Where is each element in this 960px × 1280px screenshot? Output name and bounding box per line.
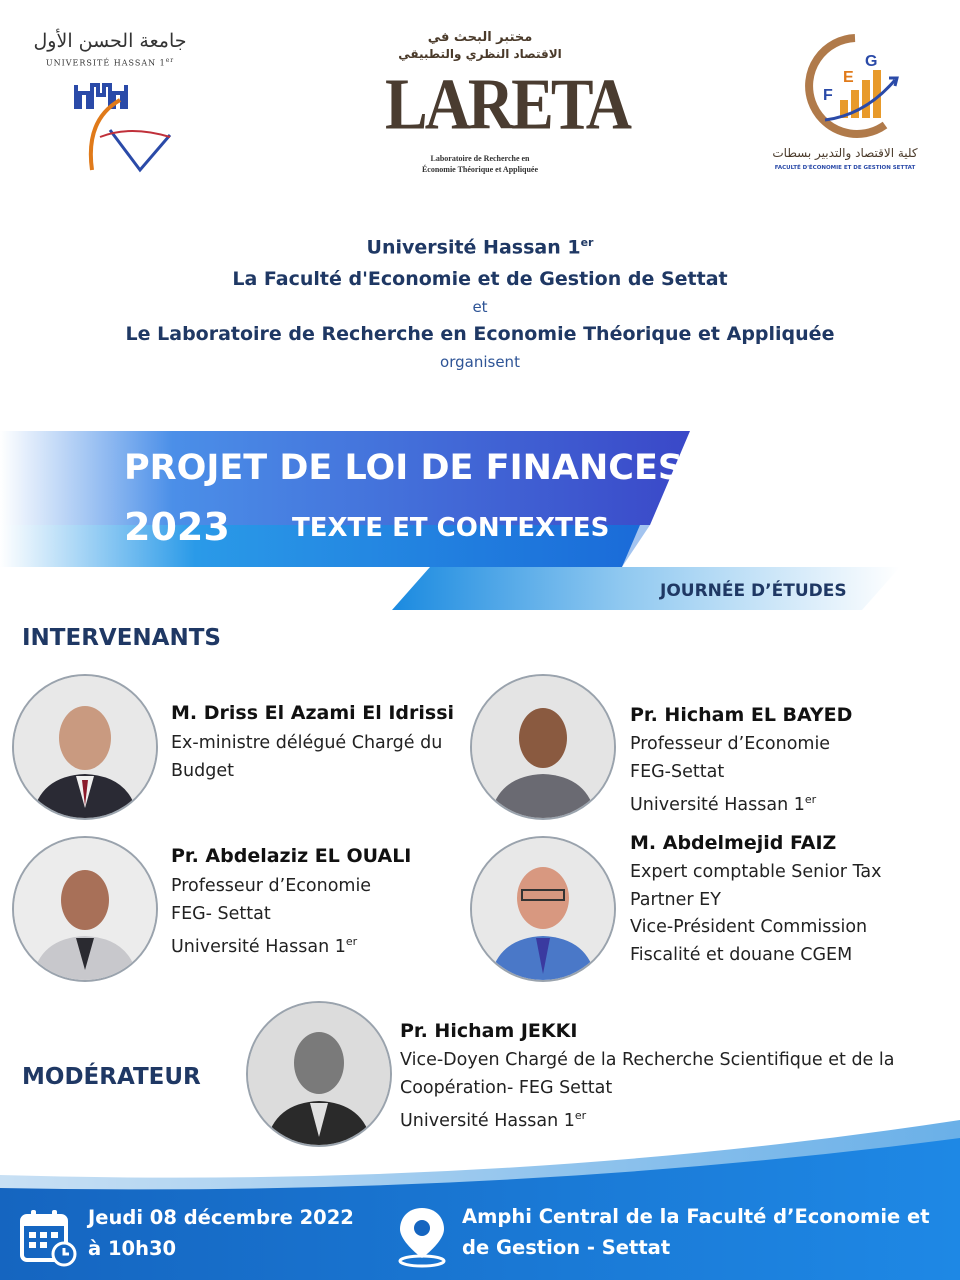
uh1-arabic-name: جامعة الحسن الأول [33, 30, 187, 52]
organizer-university: Université Hassan 1er [366, 236, 594, 259]
speaker-name: M. Driss El Azami El Idrissi [171, 702, 455, 724]
feg-letter-f: F [823, 87, 833, 104]
uh1-tower-emblem [70, 75, 180, 175]
moderator-role-line: Coopération- FEG Settat [400, 1078, 613, 1098]
event-venue-line: Amphi Central de la Faculté d’Economie et [462, 1205, 930, 1228]
speaker-photo [12, 836, 158, 982]
speaker-photo [12, 674, 158, 820]
moderator-name: Pr. Hicham JEKKI [400, 1020, 578, 1042]
speaker-role-line: Université Hassan 1er [630, 793, 817, 815]
feg-logo [765, 30, 925, 180]
feg-letter-e: E [843, 69, 854, 86]
event-subtitle: TEXTE ET CONTEXTES [292, 513, 610, 543]
lareta-arabic-2: الاقتصاد النظري والتطبيقي [398, 47, 562, 61]
event-date: Jeudi 08 décembre 2022 [88, 1206, 354, 1229]
speaker-role-line: Ex-ministre délégué Chargé du [171, 733, 443, 753]
speaker-role-line: Expert comptable Senior Tax [630, 862, 882, 882]
event-year: 2023 [124, 505, 230, 549]
event-time: à 10h30 [88, 1237, 177, 1260]
speaker-role-line: Vice-Président Commission [630, 917, 868, 937]
speakers-heading: INTERVENANTS [22, 625, 221, 651]
feg-letter-g: G [865, 53, 878, 70]
person-silhouette-icon [14, 676, 156, 818]
speaker-role-line: Université Hassan 1er [171, 935, 358, 957]
speaker-role-line: Professeur d’Economie [630, 734, 831, 754]
person-silhouette-icon [14, 838, 156, 980]
event-type-tag: JOURNÉE D’ÉTUDES [660, 581, 847, 601]
event-venue-line: de Gestion - Settat [462, 1236, 671, 1259]
uh1-logo [30, 30, 190, 180]
lareta-wordmark: LARETA [385, 62, 629, 145]
feg-latin-name: FACULTÉ D'ÉCONOMIE ET DE GESTION SETTAT [774, 165, 916, 171]
speaker-role-line: Partner EY [630, 890, 721, 910]
moderator-role-line: Université Hassan 1er [400, 1109, 587, 1131]
speaker-name: Pr. Hicham EL BAYED [630, 704, 853, 726]
feg-arabic-name: كلية الاقتصاد والتدبير بسطات [772, 146, 918, 160]
speaker-name: M. Abdelmejid FAIZ [630, 832, 837, 854]
speaker-photo [470, 674, 616, 820]
feg-emblem [785, 30, 905, 140]
person-silhouette-icon [472, 676, 614, 818]
speaker-role-line: FEG-Settat [630, 762, 725, 782]
moderator-role-line: Vice-Doyen Chargé de la Recherche Scientifique et de la [400, 1050, 895, 1070]
organizer-connector: et [472, 298, 488, 316]
speaker-role-line: FEG- Settat [171, 904, 271, 924]
speaker-photo [470, 836, 616, 982]
calendar-clock-icon [18, 1208, 78, 1268]
speaker-role-line: Professeur d’Economie [171, 876, 372, 896]
organizer-laboratory: Le Laboratoire de Recherche en Economie Théorique et Appliquée [125, 323, 835, 345]
speaker-role-line: Budget [171, 761, 234, 781]
speaker-role-line: Fiscalité et douane CGEM [630, 945, 853, 965]
uh1-latin-name: UNIVERSITÉ HASSAN 1er [45, 57, 175, 68]
speaker-name: Pr. Abdelaziz EL OUALI [171, 845, 412, 867]
lareta-logo [385, 30, 629, 180]
organizer-faculty: La Faculté d'Economie et de Gestion de Settat [232, 268, 728, 290]
lareta-sub-1: Laboratoire de Recherche en [430, 154, 530, 163]
person-silhouette-icon [472, 838, 614, 980]
organizer-verb: organisent [440, 353, 520, 371]
event-title: PROJET DE LOI DE FINANCES [124, 448, 684, 488]
moderator-heading: MODÉRATEUR [22, 1064, 201, 1090]
lareta-sub-2: Économie Théorique et Appliquée [421, 165, 539, 174]
location-pin-icon [392, 1204, 452, 1268]
lareta-arabic-1: مختبر البحث في [427, 30, 533, 45]
